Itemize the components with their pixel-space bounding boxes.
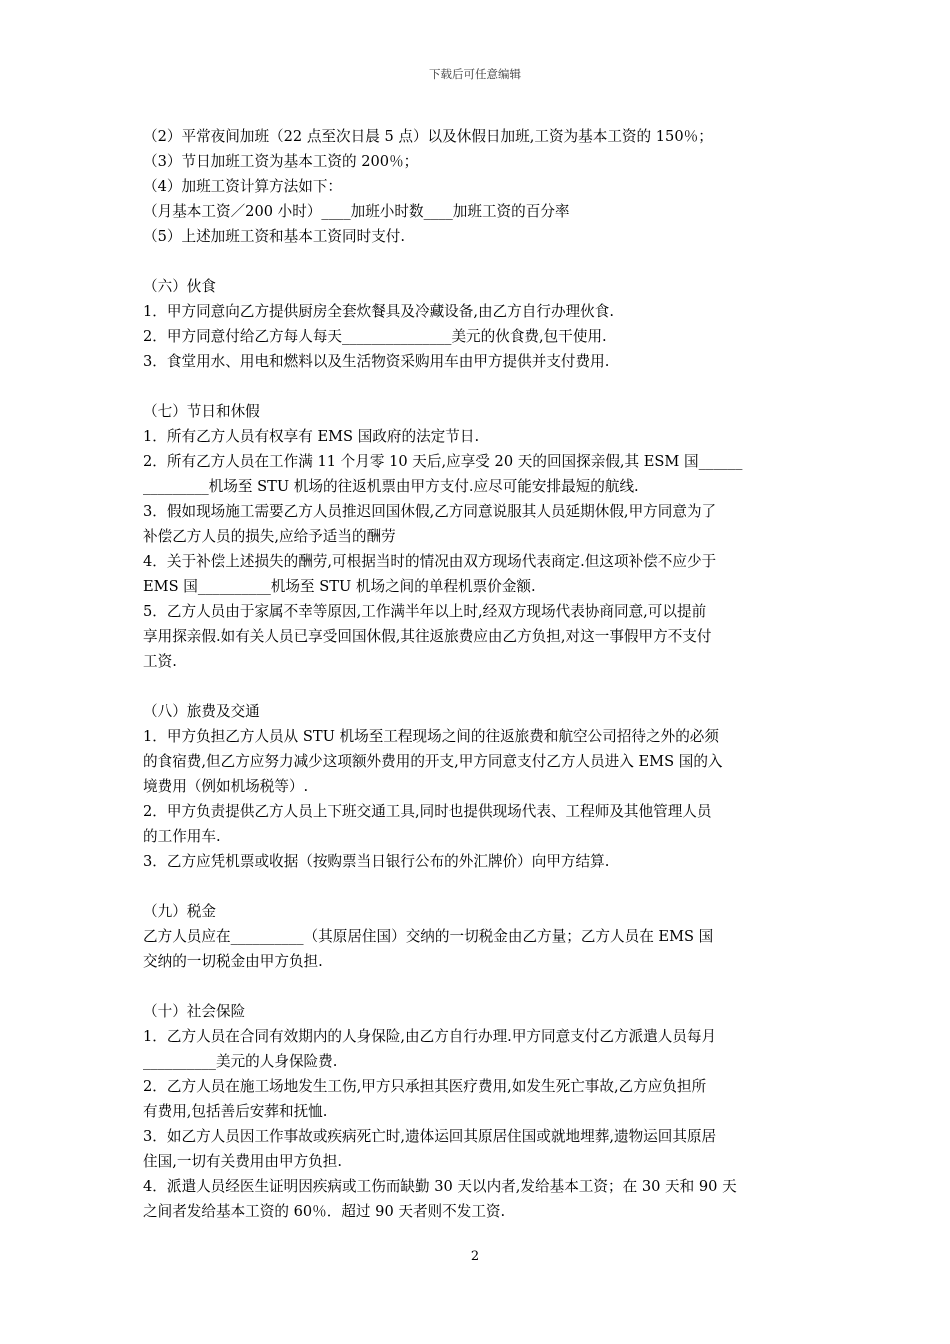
paragraph-gap (143, 674, 808, 699)
text-line: 2．甲方同意付给乙方每人每天_______________美元的伙食费,包干使用. (143, 328, 607, 345)
text-line: 4．关于补偿上述损失的酬劳,可根据当时的情况由双方现场代表商定.但这项补偿不应少于 (143, 553, 717, 570)
text-line: （4）加班工资计算方法如下： (143, 178, 343, 195)
text-line: 交纳的一切税金由甲方负担. (143, 953, 323, 970)
paragraph-gap (143, 974, 808, 999)
text-line: 3．如乙方人员因工作事故或疾病死亡时,遗体运回其原居住国或就地埋葬,遗物运回其原居 (143, 1128, 717, 1145)
text-line: 5．乙方人员由于家属不幸等原因,工作满半年以上时,经双方现场代表协商同意,可以提前 (143, 603, 707, 620)
text-line: （十）社会保险 (143, 1003, 246, 1020)
text-line: （八）旅费及交通 (143, 703, 260, 720)
text-line: 2．所有乙方人员在工作满 11 个月零 10 天后,应享受 20 天的回国探亲假,其 ESM 国______ (143, 453, 743, 470)
text-line: 1．甲方同意向乙方提供厨房全套炊餐具及冷藏设备,由乙方自行办理伙食. (143, 303, 614, 320)
text-line: 4．派遣人员经医生证明因疾病或工伤而缺勤 30 天以内者,发给基本工资；在 30 天和 90 天 (143, 1178, 737, 1195)
text-line: 住国,一切有关费用由甲方负担. (143, 1153, 342, 1170)
text-line: （月基本工资／200 小时）____加班小时数____加班工资的百分率 (143, 203, 570, 220)
text-line: （2）平常夜间加班（22 点至次日晨 5 点）以及休假日加班,工资为基本工资的 150％； (143, 128, 713, 145)
text-line: 乙方人员应在__________（其原居住国）交纳的一切税金由乙方量；乙方人员在 EMS 国 (143, 928, 714, 945)
text-line: 3．假如现场施工需要乙方人员推迟回国休假,乙方同意说服其人员延期休假,甲方同意为了 (143, 503, 717, 520)
text-line: 补偿乙方人员的损失,应给予适当的酬劳 (143, 528, 396, 545)
text-line: （七）节日和休假 (143, 403, 260, 420)
paragraph-gap (143, 249, 808, 274)
text-line: （5）上述加班工资和基本工资同时支付. (143, 228, 406, 245)
text-line: 有费用,包括善后安葬和抚恤. (143, 1103, 328, 1120)
text-line: 之间者发给基本工资的 60％．超过 90 天者则不发工资. (143, 1203, 506, 1220)
text-line: 1．甲方负担乙方人员从 STU 机场至工程现场之间的往返旅费和航空公司招待之外的必须 (143, 728, 719, 745)
document-body (143, 124, 808, 1224)
text-line: 的食宿费,但乙方应努力减少这项额外费用的开支,甲方同意支付乙方人员进入 EMS 国的入 (143, 753, 723, 770)
text-line: 3．乙方应凭机票或收据（按购票当日银行公布的外汇牌价）向甲方结算. (143, 853, 610, 870)
text-line: 2．乙方人员在施工场地发生工伤,甲方只承担其医疗费用,如发生死亡事故,乙方应负担所 (143, 1078, 707, 1095)
page-header: 下载后可任意编辑 (429, 67, 521, 81)
paragraph-gap (143, 374, 808, 399)
text-line: （六）伙食 (143, 278, 216, 295)
text-line: __________美元的人身保险费. (143, 1053, 338, 1070)
text-line: 工资. (143, 653, 177, 670)
text-line: 3．食堂用水、用电和燃料以及生活物资采购用车由甲方提供并支付费用. (143, 353, 610, 370)
text-line: （九）税金 (143, 903, 216, 920)
text-line: _________机场至 STU 机场的往返机票由甲方支付.应尽可能安排最短的航线. (143, 478, 639, 495)
text-line: （3）节日加班工资为基本工资的 200％； (143, 153, 419, 170)
paragraph-gap (143, 874, 808, 899)
text-line: 境费用（例如机场税等）. (143, 778, 309, 795)
text-line: 的工作用车. (143, 828, 221, 845)
text-line: 2．甲方负责提供乙方人员上下班交通工具,同时也提供现场代表、工程师及其他管理人员 (143, 803, 712, 820)
text-line: 1．所有乙方人员有权享有 EMS 国政府的法定节日. (143, 428, 480, 445)
text-line: 1．乙方人员在合同有效期内的人身保险,由乙方自行办理.甲方同意支付乙方派遣人员每月 (143, 1028, 717, 1045)
text-line: 享用探亲假.如有关人员已享受回国休假,其往返旅费应由乙方负担,对这一事假甲方不支付 (143, 628, 712, 645)
text-line: EMS 国__________机场至 STU 机场之间的单程机票价金额. (143, 578, 536, 595)
page-number: 2 (470, 1249, 480, 1264)
